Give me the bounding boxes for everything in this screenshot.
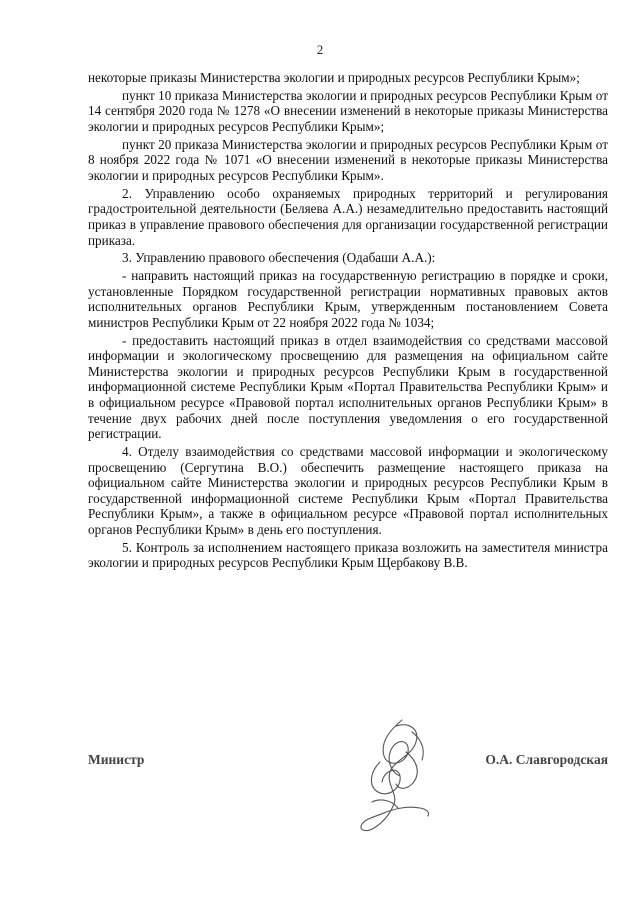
paragraph-section-3-item-2: - предоставить настоящий приказ в отдел взаимодействия со средствами массовой информации и экологическому просвещению для размещения на официальном сайте Министерства экологии и природных ресурсов Республики Крым в государственной информационной системе Республики Крым «Портал Правительства Республики Крым» и в официальном ресурсе «Правовой портал исполнительных органов Республики Крым» в течение двух рабочих дней после поступления уведомления о его государственной регистрации. [88, 332, 608, 442]
paragraph-continuation: некоторые приказы Министерства экологии и природных ресурсов Республики Крым»; [88, 70, 580, 85]
paragraph-section-2: 2. Управлению особо охраняемых природных территорий и регулирования градостроительной деятельности (Беляева А.А.) незамедлительно предоставить настоящий приказ в управление правового обеспечения для организации государственной регистрации приказа. [88, 185, 608, 248]
paragraph-section-3: 3. Управлению правового обеспечения (Одабаши А.А.): [122, 250, 436, 266]
handwritten-signature [350, 712, 440, 842]
paragraph-section-3-item-1: - направить настоящий приказ на государственную регистрацию в порядке и сроки, установленные Порядком государственной регистрации нормативных правовых актов исполнительных органов Республики Крым, утвержденным постановлением Совета министров Республики Крым от 22 ноября 2022 года № 1034; [88, 268, 608, 330]
paragraph-section-4: 4. Отделу взаимодействия со средствами массовой информации и экологическому просвещению (Сергутина В.О.) обеспечить размещение настоящего приказа на официальном сайте Министерства экологии и природных ресурсов Республики Крым в государственной информационной системе Республики Крым «Портал Правительства Республики Крым», а также в официальном ресурсе «Правовой портал исполнительных органов Республики Крым» в день его поступления. [88, 443, 608, 537]
signer-role: Министр [88, 752, 145, 767]
paragraph-section-5: 5. Контроль за исполнением настоящего приказа возложить на заместителя министра экологии и природных ресурсов Республики Крым Щербакову В.В. [88, 539, 608, 571]
paragraph-item-point-20: пункт 20 приказа Министерства экологии и природных ресурсов Республики Крым от 8 ноября 2022 года № 1071 «О внесении изменений в некоторые приказы Министерства экологии и природных ресурсов Республики Крым». [88, 136, 608, 183]
document-body [88, 70, 608, 573]
page-number: 2 [316, 42, 324, 57]
paragraph-item-point-10: пункт 10 приказа Министерства экологии и природных ресурсов Республики Крым от 14 сентября 2020 года № 1278 «О внесении изменений в некоторые приказы Министерства экологии и природных ресурсов Республики Крым»; [88, 87, 608, 134]
signer-name: О.А. Славгородская [485, 752, 608, 767]
signature-block [88, 742, 608, 862]
